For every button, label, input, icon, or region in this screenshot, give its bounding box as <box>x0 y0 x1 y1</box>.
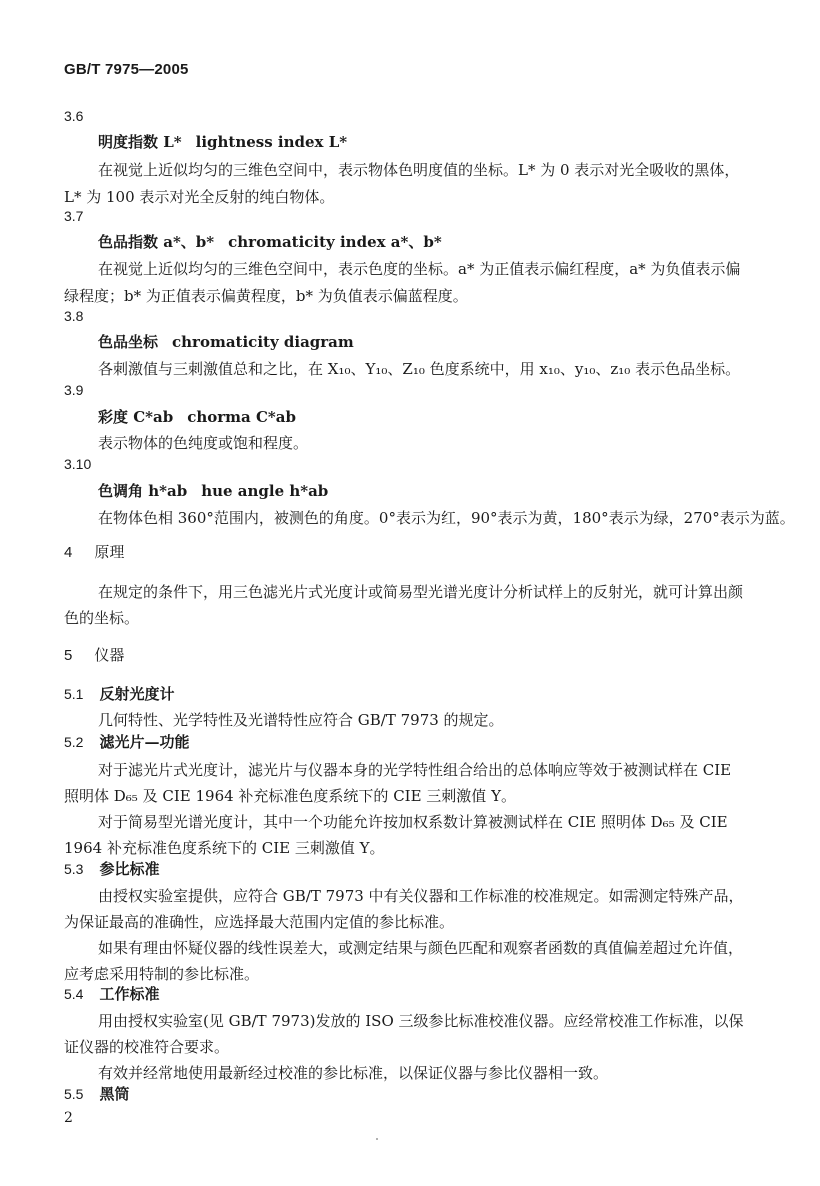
clause-number: 3.7 <box>64 208 84 224</box>
subsection-title: 工作标准 <box>99 985 160 1003</box>
scan-speck <box>376 1138 378 1140</box>
term-heading <box>98 332 354 352</box>
term-en: lightness index L* <box>195 133 348 151</box>
body-line: 表示物体的色纯度或饱和程度。 <box>98 434 309 452</box>
clause-number: 3.6 <box>64 108 84 124</box>
subsection-number: 5.1 <box>64 686 84 702</box>
term-heading <box>98 132 347 152</box>
body-line: 为保证最高的准确性，应选择最大范围内定值的参比标准。 <box>64 913 455 931</box>
subsection-heading <box>64 859 159 879</box>
subsection-title: 参比标准 <box>99 860 160 878</box>
term-en: hue angle h*ab <box>201 482 329 500</box>
body-line: 对于简易型光谱光度计，其中一个功能允许按加权系数计算被测试样在 CIE 照明体 D₆₅ 及 CIE <box>98 813 728 831</box>
term-heading <box>98 481 328 501</box>
standard-header: GB/T 7975—2005 <box>64 61 189 78</box>
body-line: 如果有理由怀疑仪器的线性误差大，或测定结果与颜色匹配和观察者函数的真值偏差超过允许值， <box>98 939 744 957</box>
body-line: 1964 补充标准色度系统下的 CIE 三刺激值 Y。 <box>64 839 385 857</box>
term-cn: 色调角 h*ab <box>98 482 188 500</box>
subsection-heading <box>64 732 189 752</box>
body-line: 在视觉上近似均匀的三维色空间中，表示色度的坐标。a* 为正值表示偏红程度，a* 为负值表示偏 <box>98 260 741 278</box>
body-line: 对于滤光片式光度计，滤光片与仪器本身的光学特性组合给出的总体响应等效于被测试样在 CIE <box>98 761 732 779</box>
section-heading <box>64 542 124 563</box>
term-heading <box>98 407 296 427</box>
subsection-heading <box>64 984 159 1004</box>
subsection-title: 反射光度计 <box>99 685 175 703</box>
clause-number: 3.9 <box>64 382 84 398</box>
section-title: 仪器 <box>94 646 125 664</box>
subsection-heading <box>64 1084 129 1104</box>
subsection-number: 5.5 <box>64 1086 84 1102</box>
term-en: chorma C*ab <box>187 408 296 426</box>
body-line: 由授权实验室提供，应符合 GB/T 7973 中有关仪器和工作标准的校准规定。如需测定特殊产品， <box>98 887 744 905</box>
subsection-number: 5.2 <box>64 734 84 750</box>
clause-number: 3.10 <box>64 456 92 472</box>
body-line: 色的坐标。 <box>64 609 140 627</box>
term-cn: 明度指数 L* <box>98 133 182 151</box>
body-line: 证仪器的校准符合要求。 <box>64 1038 230 1056</box>
term-cn: 彩度 C*ab <box>98 408 174 426</box>
body-line: L* 为 100 表示对光全反射的纯白物体。 <box>64 188 335 206</box>
subsection-title: 黑筒 <box>99 1085 130 1103</box>
term-cn: 色品坐标 <box>98 333 159 351</box>
body-line: 在物体色相 360°范围内，被测色的角度。0°表示为红，90°表示为黄，180°表示为绿，270°表示为蓝。 <box>98 509 795 527</box>
body-line: 各刺激值与三刺激值总和之比，在 X₁₀、Y₁₀、Z₁₀ 色度系统中，用 x₁₀、y₁₀、z₁₀ 表示色品坐标。 <box>98 360 741 378</box>
term-cn: 色品指数 a*、b* <box>98 233 215 251</box>
term-heading <box>98 232 442 252</box>
clause-number: 3.8 <box>64 308 84 324</box>
term-en: chromaticity index a*、b* <box>228 233 442 251</box>
subsection-title: 滤光片—功能 <box>99 733 190 751</box>
body-line: 应考虑采用特制的参比标准。 <box>64 965 260 983</box>
subsection-heading <box>64 684 174 704</box>
page-number: 2 <box>64 1110 73 1126</box>
section-number: 5 <box>64 647 73 664</box>
body-line: 在规定的条件下，用三色滤光片式光度计或简易型光谱光度计分析试样上的反射光，就可计算出颜 <box>98 583 744 601</box>
section-title: 原理 <box>94 543 125 561</box>
subsection-number: 5.3 <box>64 861 84 877</box>
body-line: 绿程度；b* 为正值表示偏黄程度，b* 为负值表示偏蓝程度。 <box>64 287 468 305</box>
body-line: 照明体 D₆₅ 及 CIE 1964 补充标准色度系统下的 CIE 三刺激值 Y。 <box>64 787 516 805</box>
section-heading <box>64 645 124 666</box>
body-line: 有效并经常地使用最新经过校准的参比标准，以保证仪器与参比仪器相一致。 <box>98 1064 609 1082</box>
section-number: 4 <box>64 544 73 561</box>
body-line: 在视觉上近似均匀的三维色空间中，表示物体色明度值的坐标。L* 为 0 表示对光全吸收的黑体， <box>98 161 740 179</box>
body-line: 用由授权实验室(见 GB/T 7973)发放的 ISO 三级参比标准校准仪器。应经常校准工作标准，以保 <box>98 1012 744 1030</box>
subsection-number: 5.4 <box>64 986 84 1002</box>
body-line: 几何特性、光学特性及光谱特性应符合 GB/T 7973 的规定。 <box>98 711 504 729</box>
term-en: chromaticity diagram <box>172 333 354 351</box>
